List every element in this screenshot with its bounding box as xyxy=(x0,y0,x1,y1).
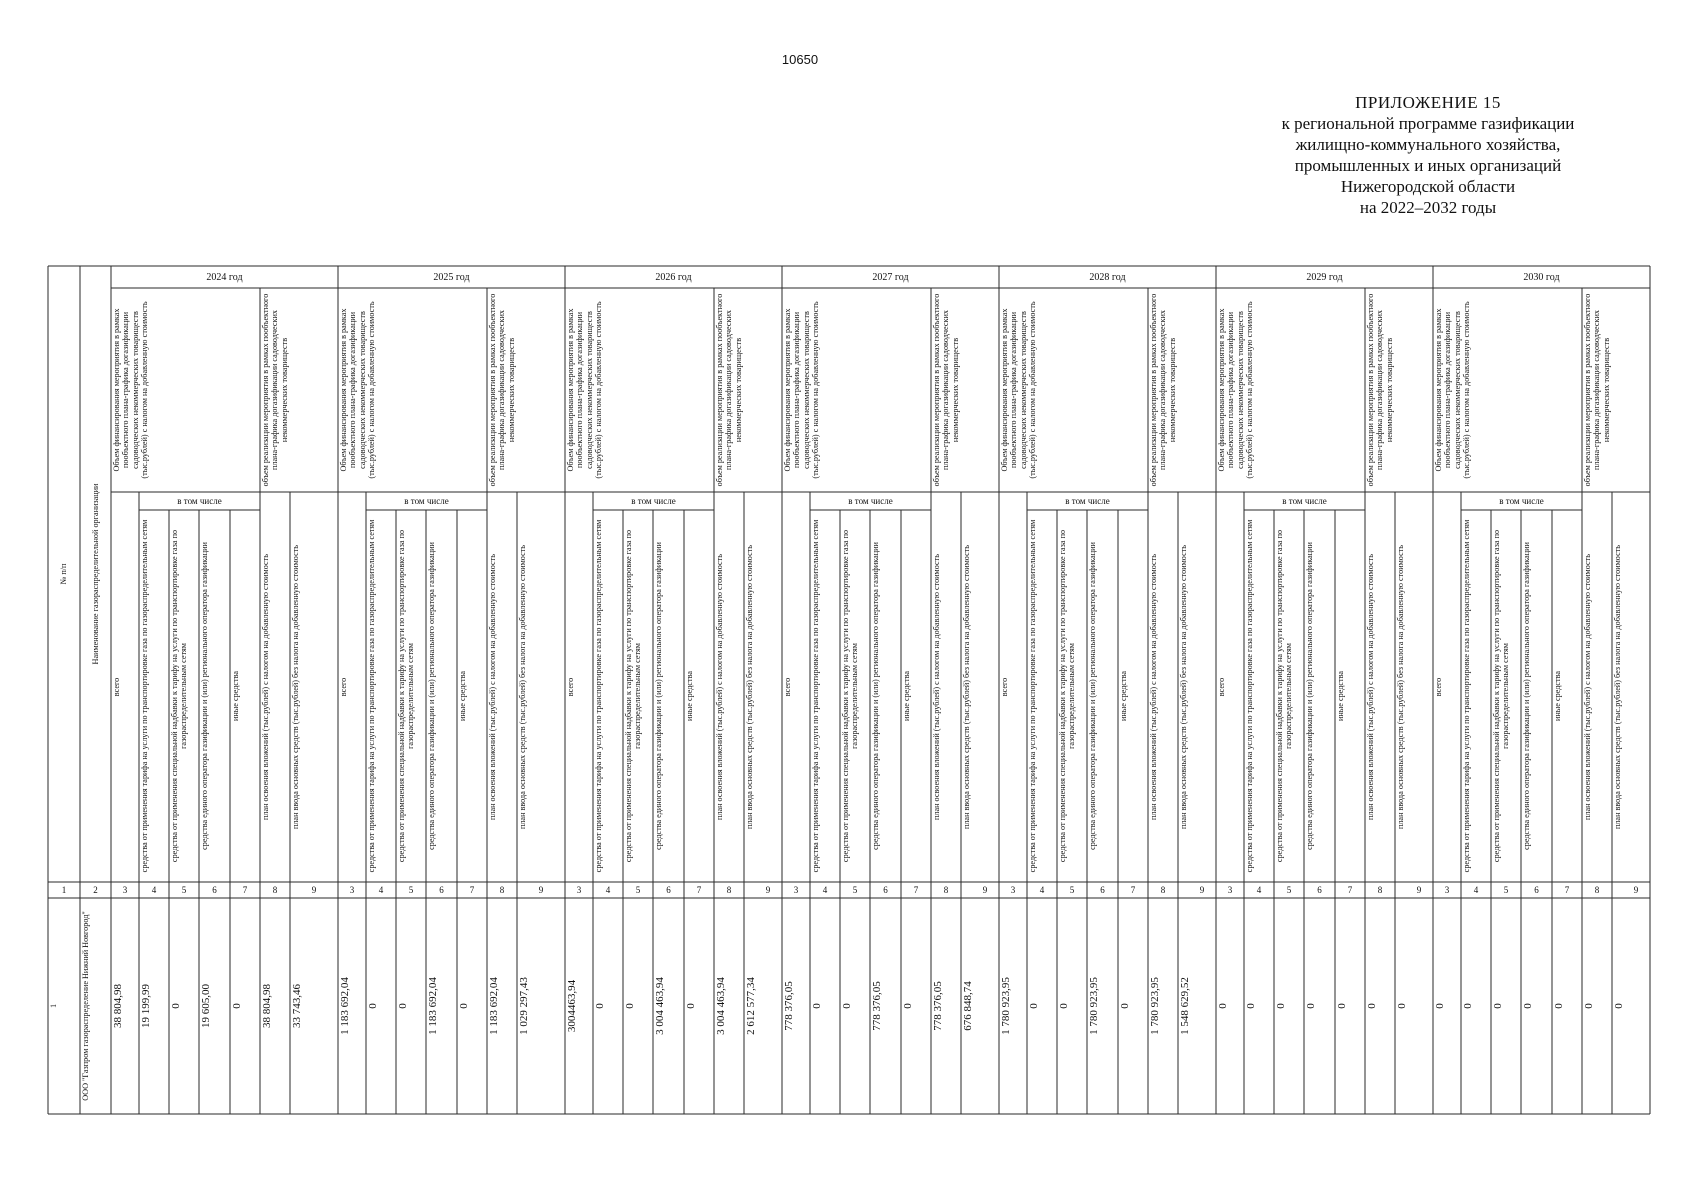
total-label-cell xyxy=(565,492,593,882)
value-cell: 0 xyxy=(1462,1003,1474,1009)
column-number: 4 xyxy=(822,885,828,895)
volume-header: объем реализации мероприятия в рамках пообъектного плана-графика догазификации садоводческих некоммерческих товариществ xyxy=(261,293,289,487)
total-label-cell xyxy=(782,492,810,882)
total-label-cell xyxy=(999,492,1027,882)
value-cell: 1 780 923,95 xyxy=(1149,977,1161,1035)
volume-header: объем реализации мероприятия в рамках пообъектного плана-графика догазификации садоводческих некоммерческих товариществ xyxy=(1583,293,1611,487)
volume-header: объем реализации мероприятия в рамках пообъектного плана-графика догазификации садоводческих некоммерческих товариществ xyxy=(1149,293,1177,487)
column-number: 9 xyxy=(538,885,544,895)
financing-header: Объем финансирования мероприятия в рамках пообъектного плана-графика догазификации садоводческих некоммерческих товариществ (тыс.рублей) с налогом на добавленную стоимость xyxy=(112,301,150,479)
value-cell-cell xyxy=(1057,898,1087,1114)
plan-input-label-cell xyxy=(1612,492,1660,882)
value-cell-cell xyxy=(199,898,230,1114)
including-label: в том числе xyxy=(631,496,676,506)
special-surcharge-label-cell xyxy=(1057,510,1087,882)
column-number: 6 xyxy=(1317,885,1322,895)
special-surcharge-label: средства от применения специальной надбавки к тарифу на услуги по транспортировке газа по газораспределительным сетям xyxy=(397,529,416,863)
value-cell: 3 004 463,94 xyxy=(715,977,727,1035)
year-header: 2026 год xyxy=(655,271,692,283)
column-number: 8 xyxy=(1377,885,1383,895)
volume-header-cell xyxy=(931,288,999,492)
transport-tariff-label: средства от применения тарифа на услуги по транспортировке газа по газораспределительным сетям xyxy=(811,519,820,873)
transport-tariff-label: средства от применения тарифа на услуги по транспортировке газа по газораспределительным сетям xyxy=(1245,519,1254,873)
financing-header: Объем финансирования мероприятия в рамках пообъектного плана-графика догазификации садоводческих некоммерческих товариществ (тыс.рублей) с налогом на добавленную стоимость xyxy=(1000,301,1038,479)
special-surcharge-label-cell xyxy=(169,510,199,882)
value-cell-cell xyxy=(1118,898,1148,1114)
column-number: 7 xyxy=(913,885,919,895)
appendix-line: на 2022–2032 годы xyxy=(1359,198,1497,217)
total-label: всего xyxy=(783,677,792,697)
plan-invest-label: план освоения вложений (тыс.рублей) с налогом на добавленную стоимость xyxy=(932,554,941,820)
value-cell-cell xyxy=(901,898,931,1114)
special-surcharge-label: средства от применения специальной надбавки к тарифу на услуги по транспортировке газа по газораспределительным сетям xyxy=(841,529,860,863)
column-number: 4 xyxy=(378,885,384,895)
plan-invest-label-cell xyxy=(260,492,290,882)
column-number: 8 xyxy=(1160,885,1166,895)
value-cell-cell xyxy=(1304,898,1335,1114)
value-cell: 0 xyxy=(231,1003,243,1009)
other-funds-label: иные средства xyxy=(231,671,240,721)
value-cell: 0 xyxy=(1217,1003,1229,1009)
col-name-header-cell xyxy=(80,266,111,882)
column-number: 2 xyxy=(93,885,98,895)
year-header: 2025 год xyxy=(433,271,470,283)
plan-invest-label-cell xyxy=(714,492,744,882)
value-cell: 778 376,05 xyxy=(871,981,883,1031)
transport-tariff-label-cell xyxy=(366,510,396,882)
value-cell: 0 xyxy=(902,1003,914,1009)
plan-invest-label-cell xyxy=(931,492,961,882)
column-number: 6 xyxy=(1534,885,1539,895)
value-cell: 1 183 692,04 xyxy=(488,977,500,1035)
value-cell-cell xyxy=(870,898,901,1114)
value-cell: 0 xyxy=(685,1003,697,1009)
column-number: 9 xyxy=(1633,885,1639,895)
operator-funds-label-cell xyxy=(426,510,457,882)
column-number: 8 xyxy=(1594,885,1600,895)
transport-tariff-label: средства от применения тарифа на услуги по транспортировке газа по газораспределительным сетям xyxy=(594,519,603,873)
other-funds-label: иные средства xyxy=(902,671,911,721)
column-number: 3 xyxy=(793,885,799,895)
appendix-line: к региональной программе газификации xyxy=(1281,114,1575,133)
value-cell-cell xyxy=(517,898,565,1114)
value-cell-cell xyxy=(139,898,169,1114)
special-surcharge-label-cell xyxy=(1491,510,1521,882)
column-number: 4 xyxy=(1039,885,1045,895)
other-funds-label: иные средства xyxy=(1553,671,1562,721)
other-funds-label: иные средства xyxy=(685,671,694,721)
appendix-line: промышленных и иных организаций xyxy=(1294,156,1562,175)
column-number: 6 xyxy=(666,885,671,895)
financing-header-cell xyxy=(999,288,1148,492)
value-cell-cell xyxy=(1274,898,1304,1114)
page-number: 10650 xyxy=(781,52,819,67)
plan-input-label-cell xyxy=(517,492,565,882)
financing-header-cell xyxy=(1216,288,1365,492)
operator-funds-label: средства единого оператора газификации и (или) регионального оператора газификации xyxy=(654,542,663,850)
operator-funds-label: средства единого оператора газификации и (или) регионального оператора газификации xyxy=(871,542,880,850)
column-number: 7 xyxy=(1564,885,1570,895)
column-number: 9 xyxy=(1416,885,1422,895)
plan-input-label: план ввода основных средств (тыс.рублей) без налога на добавленную стоимость xyxy=(962,544,971,830)
value-cell: 3 004 463,94 xyxy=(654,977,666,1035)
operator-funds-label: средства единого оператора газификации и (или) регионального оператора газификации xyxy=(1305,542,1314,850)
year-header: 2024 год xyxy=(206,271,243,283)
transport-tariff-label: средства от применения тарифа на услуги по транспортировке газа по газораспределительным сетям xyxy=(140,519,149,873)
column-number: 5 xyxy=(852,885,858,895)
value-cell: 33 743,46 xyxy=(291,984,303,1028)
value-cell: 0 xyxy=(1522,1003,1534,1009)
value-cell: 0 xyxy=(1396,1003,1408,1009)
plan-input-label: план ввода основных средств (тыс.рублей) без налога на добавленную стоимость xyxy=(291,544,300,830)
plan-input-label: план ввода основных средств (тыс.рублей) без налога на добавленную стоимость xyxy=(1396,544,1405,830)
value-cell-cell xyxy=(782,898,810,1114)
column-number: 1 xyxy=(61,885,67,895)
total-label: всего xyxy=(566,677,575,697)
column-number: 6 xyxy=(883,885,888,895)
column-number: 6 xyxy=(212,885,217,895)
value-cell: 0 xyxy=(367,1003,379,1009)
value-cell-cell xyxy=(457,898,487,1114)
financing-header-cell xyxy=(1433,288,1582,492)
column-number: 4 xyxy=(1473,885,1479,895)
transport-tariff-label-cell xyxy=(1244,510,1274,882)
value-cell-cell xyxy=(1552,898,1582,1114)
plan-invest-label-cell xyxy=(1365,492,1395,882)
column-number: 8 xyxy=(272,885,278,895)
appendix-line: жилищно-коммунального хозяйства, xyxy=(1295,135,1561,154)
other-funds-label: иные средства xyxy=(1336,671,1345,721)
financing-header-cell xyxy=(338,288,487,492)
column-number: 5 xyxy=(635,885,641,895)
value-cell-cell xyxy=(1216,898,1244,1114)
volume-header: объем реализации мероприятия в рамках пообъектного плана-графика догазификации садоводческих некоммерческих товариществ xyxy=(488,293,516,487)
other-funds-label-cell xyxy=(1552,510,1582,882)
value-cell: 778 376,05 xyxy=(932,981,944,1031)
total-label: всего xyxy=(112,677,121,697)
col-name-header: Наименование газораспределительной организации xyxy=(90,483,100,665)
appendix-header xyxy=(1248,92,1608,218)
year-header: 2028 год xyxy=(1089,271,1126,283)
operator-funds-label: средства единого оператора газификации и (или) регионального оператора газификации xyxy=(1088,542,1097,850)
value-cell: 1 029 297,43 xyxy=(518,977,530,1035)
value-cell: 0 xyxy=(1583,1003,1595,1009)
value-cell: 0 xyxy=(1613,1003,1625,1009)
value-cell: 1 183 692,04 xyxy=(339,977,351,1035)
column-number: 9 xyxy=(982,885,988,895)
including-label: в том числе xyxy=(848,496,893,506)
column-number: 4 xyxy=(605,885,611,895)
value-cell: 0 xyxy=(1119,1003,1131,1009)
column-number: 5 xyxy=(1069,885,1075,895)
column-number: 6 xyxy=(1100,885,1105,895)
value-cell: 0 xyxy=(1058,1003,1070,1009)
special-surcharge-label: средства от применения специальной надбавки к тарифу на услуги по транспортировке газа по газораспределительным сетям xyxy=(170,529,189,863)
volume-header-cell xyxy=(260,288,338,492)
value-cell-cell xyxy=(366,898,396,1114)
financing-header-cell xyxy=(111,288,260,492)
volume-header-cell xyxy=(714,288,782,492)
operator-funds-label-cell xyxy=(870,510,901,882)
plan-invest-label: план освоения вложений (тыс.рублей) с налогом на добавленную стоимость xyxy=(488,554,497,820)
plan-invest-label-cell xyxy=(1582,492,1612,882)
value-cell-cell xyxy=(623,898,653,1114)
plan-input-label-cell xyxy=(290,492,338,882)
value-cell: 0 xyxy=(624,1003,636,1009)
transport-tariff-label-cell xyxy=(1027,510,1057,882)
financing-header: Объем финансирования мероприятия в рамках пообъектного плана-графика догазификации садоводческих некоммерческих товариществ (тыс.рублей) с налогом на добавленную стоимость xyxy=(783,301,821,479)
column-number: 7 xyxy=(696,885,702,895)
transport-tariff-label: средства от применения тарифа на услуги по транспортировке газа по газораспределительным сетям xyxy=(367,519,376,873)
transport-tariff-label: средства от применения тарифа на услуги по транспортировке газа по газораспределительным сетям xyxy=(1462,519,1471,873)
including-label: в том числе xyxy=(404,496,449,506)
operator-funds-label-cell xyxy=(1087,510,1118,882)
value-cell-cell xyxy=(653,898,684,1114)
special-surcharge-label-cell xyxy=(623,510,653,882)
other-funds-label-cell xyxy=(684,510,714,882)
operator-funds-label-cell xyxy=(1521,510,1552,882)
total-label-cell xyxy=(1216,492,1244,882)
total-label-cell xyxy=(338,492,366,882)
financing-header: Объем финансирования мероприятия в рамках пообъектного плана-графика догазификации садоводческих некоммерческих товариществ (тыс.рублей) с налогом на добавленную стоимость xyxy=(566,301,604,479)
value-cell-cell xyxy=(999,898,1027,1114)
column-number: 3 xyxy=(1227,885,1233,895)
column-number: 8 xyxy=(499,885,505,895)
appendix-title: ПРИЛОЖЕНИЕ 15 xyxy=(1355,93,1501,112)
total-label-cell xyxy=(111,492,139,882)
value-cell-cell xyxy=(487,898,517,1114)
column-number: 9 xyxy=(765,885,771,895)
value-cell-cell xyxy=(338,898,366,1114)
row-number-cell xyxy=(48,898,80,1114)
column-number: 5 xyxy=(181,885,187,895)
value-cell: 38 804,98 xyxy=(112,984,124,1028)
column-number: 8 xyxy=(726,885,732,895)
value-cell-cell xyxy=(1365,898,1395,1114)
value-cell: 3004463,94 xyxy=(566,979,578,1033)
value-cell: 1 548 629,52 xyxy=(1179,977,1191,1035)
plan-invest-label-cell xyxy=(1148,492,1178,882)
transport-tariff-label-cell xyxy=(593,510,623,882)
organization-name-cell xyxy=(80,898,111,1114)
volume-header: объем реализации мероприятия в рамках пообъектного плана-графика догазификации садоводческих некоммерческих товариществ xyxy=(1366,293,1394,487)
value-cell: 0 xyxy=(170,1003,182,1009)
value-cell-cell xyxy=(426,898,457,1114)
including-label: в том числе xyxy=(1499,496,1544,506)
column-number: 3 xyxy=(576,885,582,895)
col-num-header-cell xyxy=(48,266,80,882)
column-number: 7 xyxy=(1130,885,1136,895)
value-cell: 19 199,99 xyxy=(140,984,152,1028)
volume-header-cell xyxy=(1148,288,1216,492)
other-funds-label: иные средства xyxy=(1119,671,1128,721)
column-number: 7 xyxy=(242,885,248,895)
volume-header-cell xyxy=(1365,288,1433,492)
total-label-cell xyxy=(1433,492,1461,882)
value-cell-cell xyxy=(810,898,840,1114)
value-cell-cell xyxy=(1461,898,1491,1114)
column-number: 7 xyxy=(1347,885,1353,895)
plan-input-label: план ввода основных средств (тыс.рублей) без налога на добавленную стоимость xyxy=(518,544,527,830)
appendix-line: Нижегородской области xyxy=(1340,177,1516,196)
value-cell-cell xyxy=(260,898,290,1114)
value-cell: 1 780 923,95 xyxy=(1000,977,1012,1035)
transport-tariff-label-cell xyxy=(1461,510,1491,882)
value-cell-cell xyxy=(230,898,260,1114)
value-cell: 0 xyxy=(1336,1003,1348,1009)
financing-header: Объем финансирования мероприятия в рамках пообъектного плана-графика догазификации садоводческих некоммерческих товариществ (тыс.рублей) с налогом на добавленную стоимость xyxy=(339,301,377,479)
value-cell-cell xyxy=(1335,898,1365,1114)
value-cell: 2 612 577,34 xyxy=(745,977,757,1035)
financing-header: Объем финансирования мероприятия в рамках пообъектного плана-графика догазификации садоводческих некоммерческих товариществ (тыс.рублей) с налогом на добавленную стоимость xyxy=(1434,301,1472,479)
value-cell-cell xyxy=(1612,898,1660,1114)
value-cell: 1 780 923,95 xyxy=(1088,977,1100,1035)
other-funds-label-cell xyxy=(901,510,931,882)
value-cell: 0 xyxy=(1275,1003,1287,1009)
value-cell: 0 xyxy=(458,1003,470,1009)
value-cell-cell xyxy=(714,898,744,1114)
total-label: всего xyxy=(1000,677,1009,697)
other-funds-label-cell xyxy=(230,510,260,882)
column-number: 9 xyxy=(311,885,317,895)
total-label: всего xyxy=(1434,677,1443,697)
column-number: 7 xyxy=(469,885,475,895)
volume-header-cell xyxy=(487,288,565,492)
total-label: всего xyxy=(339,677,348,697)
plan-invest-label: план освоения вложений (тыс.рублей) с налогом на добавленную стоимость xyxy=(261,554,270,820)
special-surcharge-label: средства от применения специальной надбавки к тарифу на услуги по транспортировке газа по газораспределительным сетям xyxy=(1058,529,1077,863)
column-number: 3 xyxy=(1010,885,1016,895)
value-cell: 0 xyxy=(594,1003,606,1009)
organization-name: ООО "Газпром газораспределение Нижний Новгород" xyxy=(81,911,90,1101)
other-funds-label: иные средства xyxy=(458,671,467,721)
value-cell: 0 xyxy=(1492,1003,1504,1009)
transport-tariff-label-cell xyxy=(139,510,169,882)
special-surcharge-label: средства от применения специальной надбавки к тарифу на услуги по транспортировке газа по газораспределительным сетям xyxy=(624,529,643,863)
year-header: 2027 год xyxy=(872,271,909,283)
value-cell-cell xyxy=(684,898,714,1114)
column-number: 6 xyxy=(439,885,444,895)
value-cell-cell xyxy=(1244,898,1274,1114)
volume-header: объем реализации мероприятия в рамках пообъектного плана-графика догазификации садоводческих некоммерческих товариществ xyxy=(932,293,960,487)
value-cell: 0 xyxy=(1028,1003,1040,1009)
value-cell-cell xyxy=(840,898,870,1114)
value-cell: 38 804,98 xyxy=(261,984,273,1028)
plan-invest-label-cell xyxy=(487,492,517,882)
including-label: в том числе xyxy=(177,496,222,506)
column-number: 3 xyxy=(349,885,355,895)
value-cell-cell xyxy=(111,898,139,1114)
including-label: в том числе xyxy=(1065,496,1110,506)
column-number: 3 xyxy=(122,885,128,895)
volume-header-cell xyxy=(1582,288,1650,492)
total-label: всего xyxy=(1217,677,1226,697)
column-number: 5 xyxy=(408,885,414,895)
value-cell-cell xyxy=(396,898,426,1114)
volume-header: объем реализации мероприятия в рамках пообъектного плана-графика догазификации садоводческих некоммерческих товариществ xyxy=(715,293,743,487)
value-cell: 0 xyxy=(1245,1003,1257,1009)
value-cell-cell xyxy=(169,898,199,1114)
value-cell-cell xyxy=(1433,898,1461,1114)
operator-funds-label: средства единого оператора газификации и (или) регионального оператора газификации xyxy=(200,542,209,850)
value-cell-cell xyxy=(931,898,961,1114)
value-cell: 0 xyxy=(1553,1003,1565,1009)
financing-header-cell xyxy=(782,288,931,492)
plan-input-label: план ввода основных средств (тыс.рублей) без налога на добавленную стоимость xyxy=(745,544,754,830)
value-cell-cell xyxy=(1027,898,1057,1114)
special-surcharge-label-cell xyxy=(1274,510,1304,882)
value-cell-cell xyxy=(1582,898,1612,1114)
operator-funds-label-cell xyxy=(653,510,684,882)
other-funds-label-cell xyxy=(1118,510,1148,882)
operator-funds-label-cell xyxy=(1304,510,1335,882)
plan-invest-label: план освоения вложений (тыс.рублей) с налогом на добавленную стоимость xyxy=(715,554,724,820)
transport-tariff-label: средства от применения тарифа на услуги по транспортировке газа по газораспределительным сетям xyxy=(1028,519,1037,873)
value-cell: 0 xyxy=(1305,1003,1317,1009)
including-label: в том числе xyxy=(1282,496,1327,506)
value-cell-cell xyxy=(1491,898,1521,1114)
column-number: 3 xyxy=(1444,885,1450,895)
column-number: 4 xyxy=(151,885,157,895)
value-cell: 778 376,05 xyxy=(783,981,795,1031)
value-cell: 676 848,74 xyxy=(962,981,974,1031)
value-cell-cell xyxy=(290,898,338,1114)
special-surcharge-label: средства от применения специальной надбавки к тарифу на услуги по транспортировке газа по газораспределительным сетям xyxy=(1275,529,1294,863)
plan-invest-label: план освоения вложений (тыс.рублей) с налогом на добавленную стоимость xyxy=(1366,554,1375,820)
plan-invest-label: план освоения вложений (тыс.рублей) с налогом на добавленную стоимость xyxy=(1149,554,1158,820)
financing-header-cell xyxy=(565,288,714,492)
year-header: 2030 год xyxy=(1523,271,1560,283)
value-cell: 19 605,00 xyxy=(200,984,212,1028)
value-cell-cell xyxy=(1521,898,1552,1114)
value-cell: 0 xyxy=(841,1003,853,1009)
plan-input-label: план ввода основных средств (тыс.рублей) без налога на добавленную стоимость xyxy=(1613,544,1622,830)
operator-funds-label-cell xyxy=(199,510,230,882)
col-num-header: № п/п xyxy=(59,563,69,585)
other-funds-label-cell xyxy=(457,510,487,882)
row-number: 1 xyxy=(49,1003,58,1009)
special-surcharge-label-cell xyxy=(396,510,426,882)
other-funds-label-cell xyxy=(1335,510,1365,882)
value-cell: 1 183 692,04 xyxy=(427,977,439,1035)
value-cell: 0 xyxy=(397,1003,409,1009)
value-cell: 0 xyxy=(1366,1003,1378,1009)
column-number: 5 xyxy=(1503,885,1509,895)
column-number: 8 xyxy=(943,885,949,895)
plan-input-label: план ввода основных средств (тыс.рублей) без налога на добавленную стоимость xyxy=(1179,544,1188,830)
value-cell-cell xyxy=(593,898,623,1114)
value-cell: 0 xyxy=(811,1003,823,1009)
special-surcharge-label-cell xyxy=(840,510,870,882)
value-cell: 0 xyxy=(1434,1003,1446,1009)
value-cell-cell xyxy=(565,898,593,1114)
value-cell-cell xyxy=(1148,898,1178,1114)
special-surcharge-label: средства от применения специальной надбавки к тарифу на услуги по транспортировке газа по газораспределительным сетям xyxy=(1492,529,1511,863)
column-number: 4 xyxy=(1256,885,1262,895)
column-number: 5 xyxy=(1286,885,1292,895)
plan-invest-label: план освоения вложений (тыс.рублей) с налогом на добавленную стоимость xyxy=(1583,554,1592,820)
value-cell-cell xyxy=(1087,898,1118,1114)
operator-funds-label: средства единого оператора газификации и (или) регионального оператора газификации xyxy=(1522,542,1531,850)
operator-funds-label: средства единого оператора газификации и (или) регионального оператора газификации xyxy=(427,542,436,850)
column-number: 9 xyxy=(1199,885,1205,895)
transport-tariff-label-cell xyxy=(810,510,840,882)
financing-header: Объем финансирования мероприятия в рамках пообъектного плана-графика догазификации садоводческих некоммерческих товариществ (тыс.рублей) с налогом на добавленную стоимость xyxy=(1217,301,1255,479)
year-header: 2029 год xyxy=(1306,271,1343,283)
